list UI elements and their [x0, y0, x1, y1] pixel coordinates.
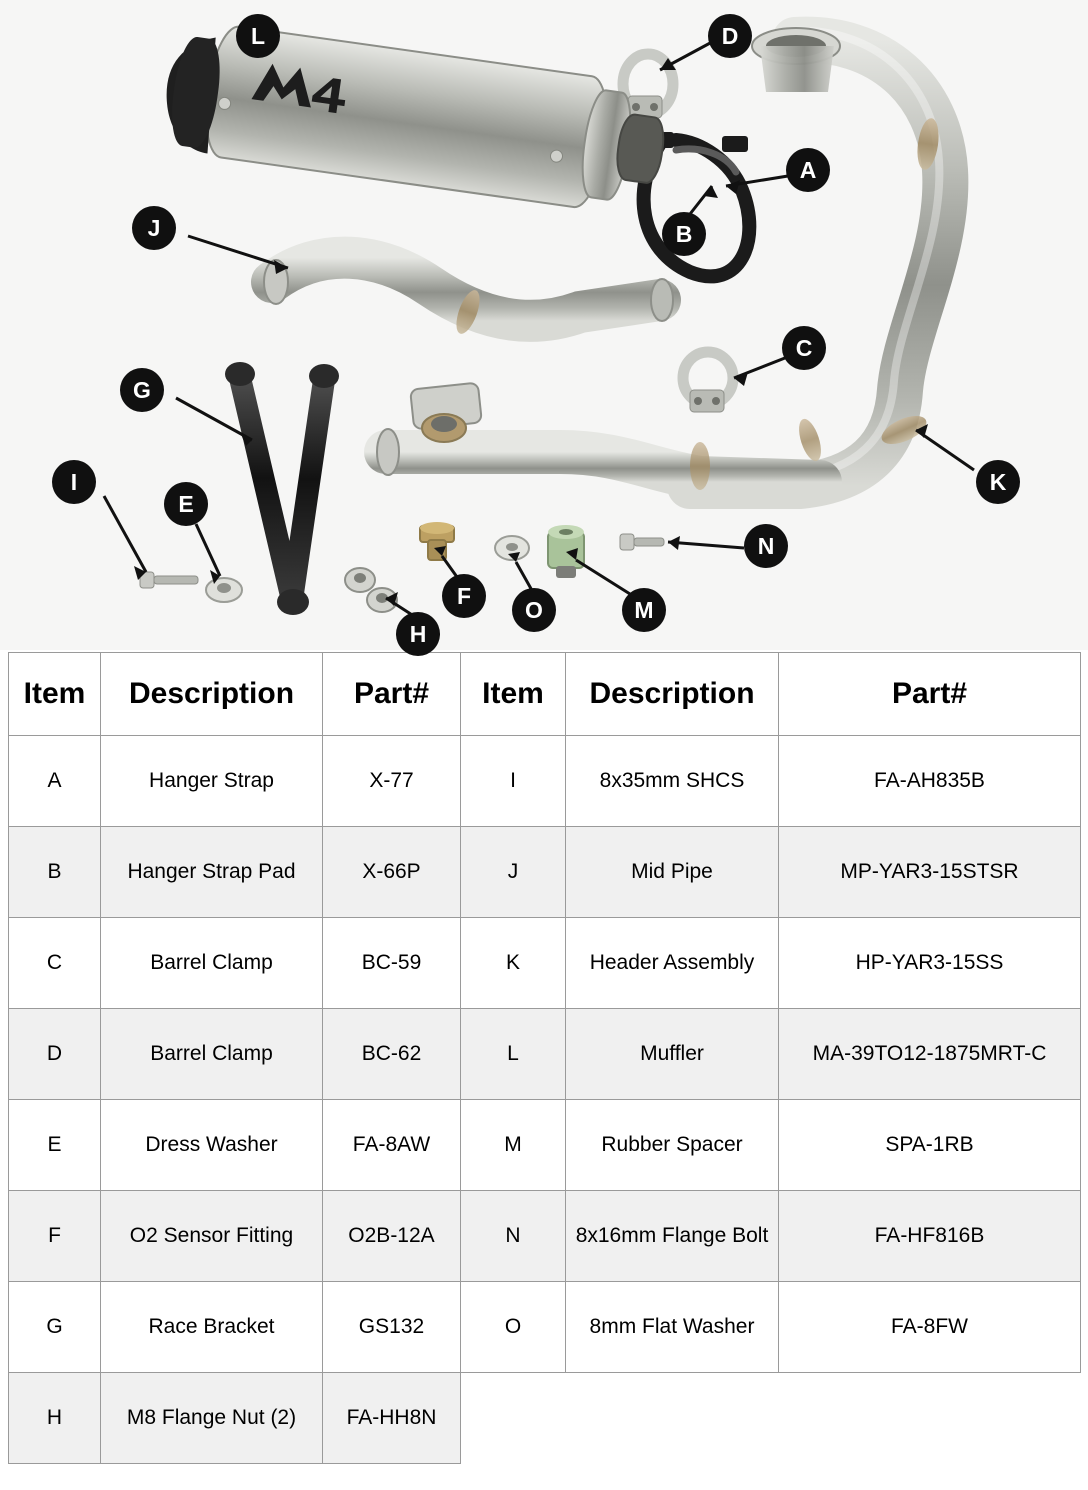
- callout-D: D: [708, 14, 752, 58]
- cell-empty: [566, 1373, 779, 1464]
- cell-item: L: [461, 1009, 566, 1100]
- table-row: [9, 1191, 1081, 1282]
- cell-item: D: [9, 1009, 101, 1100]
- callout-N: N: [744, 524, 788, 568]
- cell-item: N: [461, 1191, 566, 1282]
- cell-part-number: BC-59: [323, 918, 461, 1009]
- cell-part-number: FA-HH8N: [323, 1373, 461, 1464]
- col-header-description-2: Description: [566, 653, 779, 736]
- callout-F: F: [442, 574, 486, 618]
- cell-part-number: HP-YAR3-15SS: [779, 918, 1081, 1009]
- callout-I: I: [52, 460, 96, 504]
- cell-part-number: SPA-1RB: [779, 1100, 1081, 1191]
- callout-A: A: [786, 148, 830, 192]
- callout-G: G: [120, 368, 164, 412]
- cell-item: H: [9, 1373, 101, 1464]
- cell-description: Hanger Strap Pad: [101, 827, 323, 918]
- parts-table: [8, 652, 1080, 1464]
- table-row: [9, 1009, 1081, 1100]
- cell-empty: [779, 1373, 1081, 1464]
- cell-description: Hanger Strap: [101, 736, 323, 827]
- callout-H: H: [396, 612, 440, 656]
- part-dress-washer-e: [206, 578, 242, 602]
- callout-C: C: [782, 326, 826, 370]
- cell-description: Mid Pipe: [566, 827, 779, 918]
- table-row: [9, 1100, 1081, 1191]
- cell-part-number: FA-HF816B: [779, 1191, 1081, 1282]
- table-row: [9, 918, 1081, 1009]
- cell-item: B: [9, 827, 101, 918]
- cell-description: Barrel Clamp: [101, 918, 323, 1009]
- cell-description: Muffler: [566, 1009, 779, 1100]
- cell-part-number: X-77: [323, 736, 461, 827]
- cell-item: I: [461, 736, 566, 827]
- cell-item: E: [9, 1100, 101, 1191]
- cell-description: 8mm Flat Washer: [566, 1282, 779, 1373]
- cell-item: K: [461, 918, 566, 1009]
- cell-description: 8x16mm Flange Bolt: [566, 1191, 779, 1282]
- cell-description: Race Bracket: [101, 1282, 323, 1373]
- col-header-item-2: Item: [461, 653, 566, 736]
- col-header-item-1: Item: [9, 653, 101, 736]
- callout-K: K: [976, 460, 1020, 504]
- cell-part-number: BC-62: [323, 1009, 461, 1100]
- callout-E: E: [164, 482, 208, 526]
- cell-part-number: FA-AH835B: [779, 736, 1081, 827]
- cell-part-number: O2B-12A: [323, 1191, 461, 1282]
- cell-description: Rubber Spacer: [566, 1100, 779, 1191]
- cell-description: O2 Sensor Fitting: [101, 1191, 323, 1282]
- table-row: [9, 1373, 1081, 1464]
- cell-item: C: [9, 918, 101, 1009]
- col-header-part-1: Part#: [323, 653, 461, 736]
- table-row: [9, 827, 1081, 918]
- callout-M: M: [622, 588, 666, 632]
- cell-item: A: [9, 736, 101, 827]
- col-header-part-2: Part#: [779, 653, 1081, 736]
- cell-description: Dress Washer: [101, 1100, 323, 1191]
- exploded-parts-photo: [0, 0, 1088, 650]
- cell-item: F: [9, 1191, 101, 1282]
- col-header-description-1: Description: [101, 653, 323, 736]
- cell-part-number: FA-8AW: [323, 1100, 461, 1191]
- callout-O: O: [512, 588, 556, 632]
- cell-item: M: [461, 1100, 566, 1191]
- cell-description: M8 Flange Nut (2): [101, 1373, 323, 1464]
- callout-L: L: [236, 14, 280, 58]
- table-row: [9, 736, 1081, 827]
- cell-part-number: GS132: [323, 1282, 461, 1373]
- callout-B: B: [662, 212, 706, 256]
- cell-item: G: [9, 1282, 101, 1373]
- cell-part-number: FA-8FW: [779, 1282, 1081, 1373]
- cell-part-number: MA-39TO12-1875MRT-C: [779, 1009, 1081, 1100]
- cell-part-number: X-66P: [323, 827, 461, 918]
- cell-empty: [461, 1373, 566, 1464]
- cell-item: O: [461, 1282, 566, 1373]
- cell-description: 8x35mm SHCS: [566, 736, 779, 827]
- table-header-row: [9, 653, 1081, 736]
- cell-part-number: MP-YAR3-15STSR: [779, 827, 1081, 918]
- cell-description: Header Assembly: [566, 918, 779, 1009]
- cell-item: J: [461, 827, 566, 918]
- callout-J: J: [132, 206, 176, 250]
- cell-description: Barrel Clamp: [101, 1009, 323, 1100]
- table-row: [9, 1282, 1081, 1373]
